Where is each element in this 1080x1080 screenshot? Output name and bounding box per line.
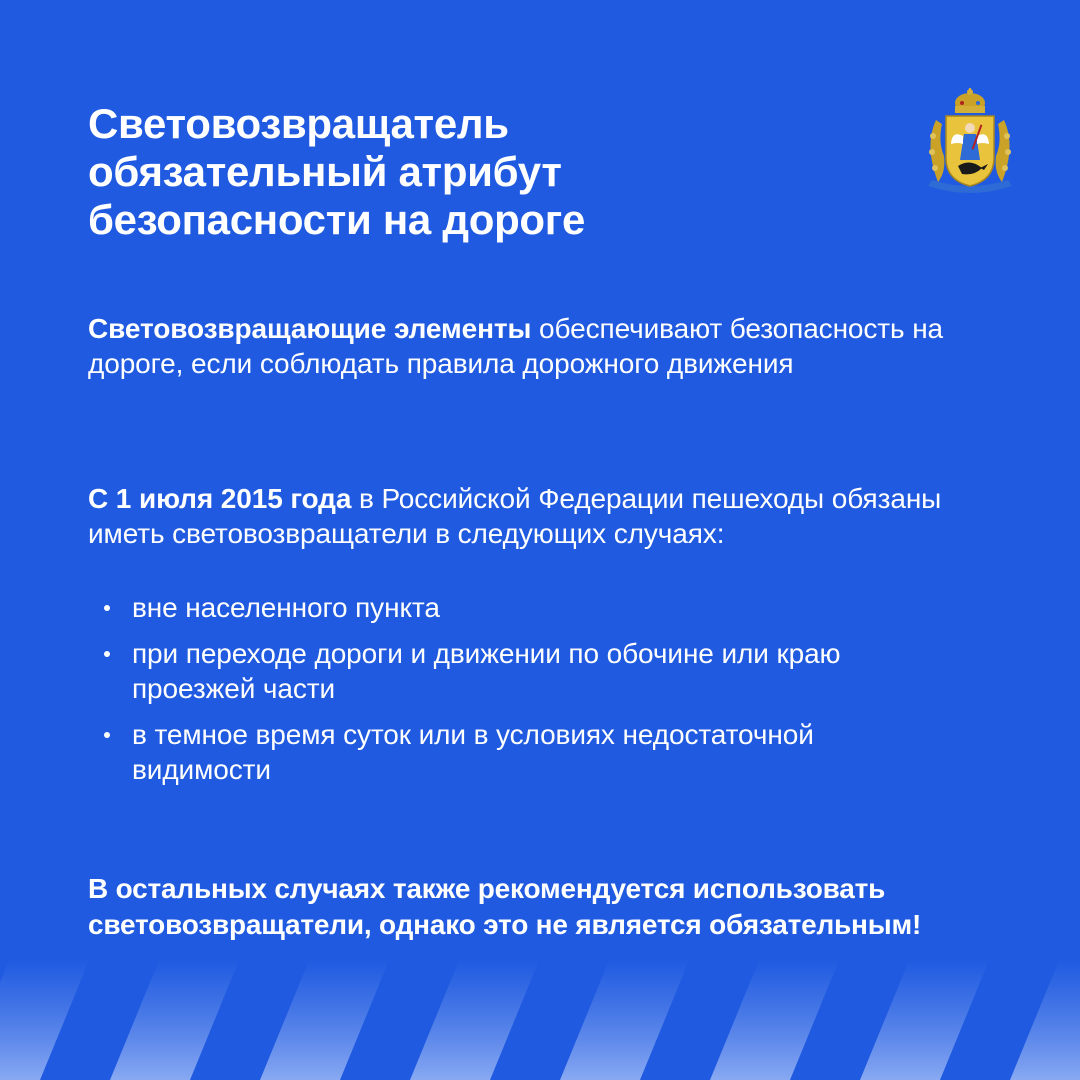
law-date-bold: С 1 июля 2015 года xyxy=(88,483,352,514)
list-item xyxy=(104,590,944,625)
law-date-text: в Российской Федерации пешеходы обязаны иметь световозвращатели в следующих случаях: xyxy=(88,483,942,549)
reflector-purpose-text: обеспечивают безопасность на дороге, если соблюдать правила дорожного движения xyxy=(88,313,944,379)
reflector-purpose-bold: Световозвращающие элементы xyxy=(88,313,532,344)
list-item-text: в темное время суток или в условиях недостаточной видимости xyxy=(132,719,814,785)
cases-list xyxy=(104,590,944,798)
list-item-text: вне населенного пункта xyxy=(132,592,440,623)
page-title: Световозвращатель обязательный атрибут безопасности на дороге xyxy=(88,100,586,243)
coat-of-arms-icon xyxy=(918,86,1022,198)
bullet-icon xyxy=(104,732,110,738)
decorative-stripes xyxy=(0,958,1080,1080)
list-item-text: при переходе дороги и движении по обочине или краю проезжей части xyxy=(132,638,841,704)
bullet-icon xyxy=(104,651,110,657)
law-date-paragraph xyxy=(88,481,968,551)
reflector-purpose-paragraph xyxy=(88,311,968,381)
list-item xyxy=(104,636,944,706)
list-item xyxy=(104,717,944,787)
bullet-icon xyxy=(104,605,110,611)
footer-note: В остальных случаях также рекомендуется использовать световозвращатели, однако это не является обязательным! xyxy=(88,873,922,940)
